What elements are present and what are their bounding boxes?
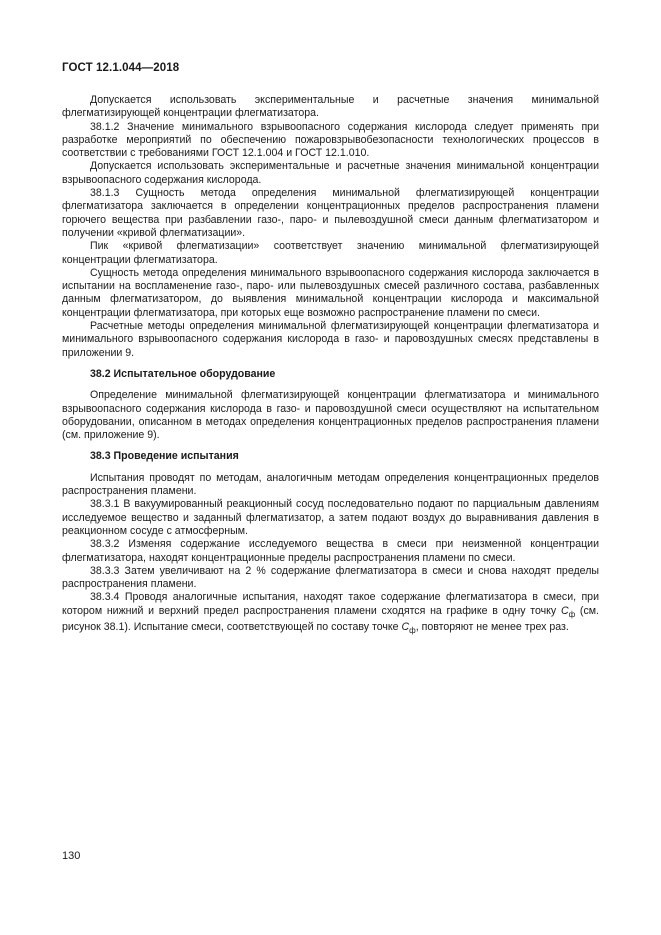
paragraph: Определение минимальной флегматизирующей концентрации флегматизатора и минимального взрывоопасного содержания кислорода в газо- и паровоздушной смеси осуществляют на испытательном оборудовании, описанном в методах определения концентрационных пределов распространения пламени (см. приложение 9).	[62, 389, 599, 442]
paragraph	[62, 591, 599, 637]
paragraph: 38.1.3 Сущность метода определения минимальной флегматизирующей концентрации флегматизатора заключается в определении концентрационных пределов распространения пламени горючего вещества при разбавлении газо-, паро- и пылевоздушной смеси данным флегматизатором и получении «кривой флегматизации».	[62, 187, 599, 239]
paragraph: Допускается использовать экспериментальные и расчетные значения минимальной концентрации взрывоопасного содержания кислорода.	[62, 160, 599, 186]
section-title-38-3: 38.3 Проведение испытания	[90, 450, 239, 463]
page-number: 130	[62, 850, 81, 862]
text-fragment: 38.3.4 Проводя аналогичные испытания, находят такое содержание флегматизатора в смеси, при котором нижний и верхний предел распространения пламени сходятся на графике в одну точку	[62, 591, 599, 617]
document-header: ГОСТ 12.1.044—2018	[62, 62, 180, 74]
paragraph: 38.3.2 Изменяя содержание исследуемого вещества в смеси при неизменной концентрации флегматизатора, находят концентрационные пределы распространения пламени по смеси.	[62, 538, 599, 564]
paragraph: Испытания проводят по методам, аналогичным методам определения концентрационных пределов распространения пламени.	[62, 471, 599, 498]
paragraph: 38.1.2 Значение минимального взрывоопасного содержания кислорода следует применять при разработке мероприятий по обеспечению пожаровзрывобезопасности технологических процессов в соответствии с требованиями ГОСТ 12.1.004 и ГОСТ 12.1.010.	[62, 120, 599, 160]
paragraph: Пик «кривой флегматизации» соответствует значению минимальной флегматизирующей концентрации флегматизатора.	[62, 240, 599, 266]
symbol-c: С	[560, 604, 569, 617]
paragraph: Сущность метода определения минимального взрывоопасного содержания кислорода заключается в испытании на воспламенение газо-, паро- или пылевоздушных смесей различного состава, разбавленных данным флегматизатором, до выявления минимальной концентрации кислорода и максимальной концентрации флегматизатора, при которых еще возможно распространение пламени по смеси.	[62, 266, 599, 319]
symbol-subscript: ф	[409, 626, 416, 636]
symbol-c: С	[401, 621, 410, 634]
text-fragment: (см. рисунок 38.1). Испытание смеси, соответствующей по составу точке	[62, 604, 599, 634]
symbol-subscript: ф	[568, 609, 576, 619]
paragraph: Расчетные методы определения минимальной флегматизирующей концентрации флегматизатора и минимального взрывоопасного содержания кислорода в газо- и паровоздушных смесях представлены в приложении 9.	[62, 320, 599, 359]
document-body	[62, 94, 599, 638]
paragraph: 38.3.1 В вакуумированный реакционный сосуд последовательно подают по парциальным давлениям исследуемое вещество и заданный флегматизатор, а затем подают воздух до выравнивания давления в реакционном сосуде с атмосферным.	[62, 498, 599, 537]
section-title-38-2: 38.2 Испытательное оборудование	[90, 367, 276, 380]
paragraph: Допускается использовать экспериментальные и расчетные значения минимальной флегматизирующей концентрации флегматизатора.	[62, 94, 599, 120]
paragraph: 38.3.3 Затем увеличивают на 2 % содержание флегматизатора в смеси и снова находят пределы распространения пламени.	[62, 564, 599, 591]
text-fragment: , повторяют не менее трех раз.	[415, 621, 569, 634]
